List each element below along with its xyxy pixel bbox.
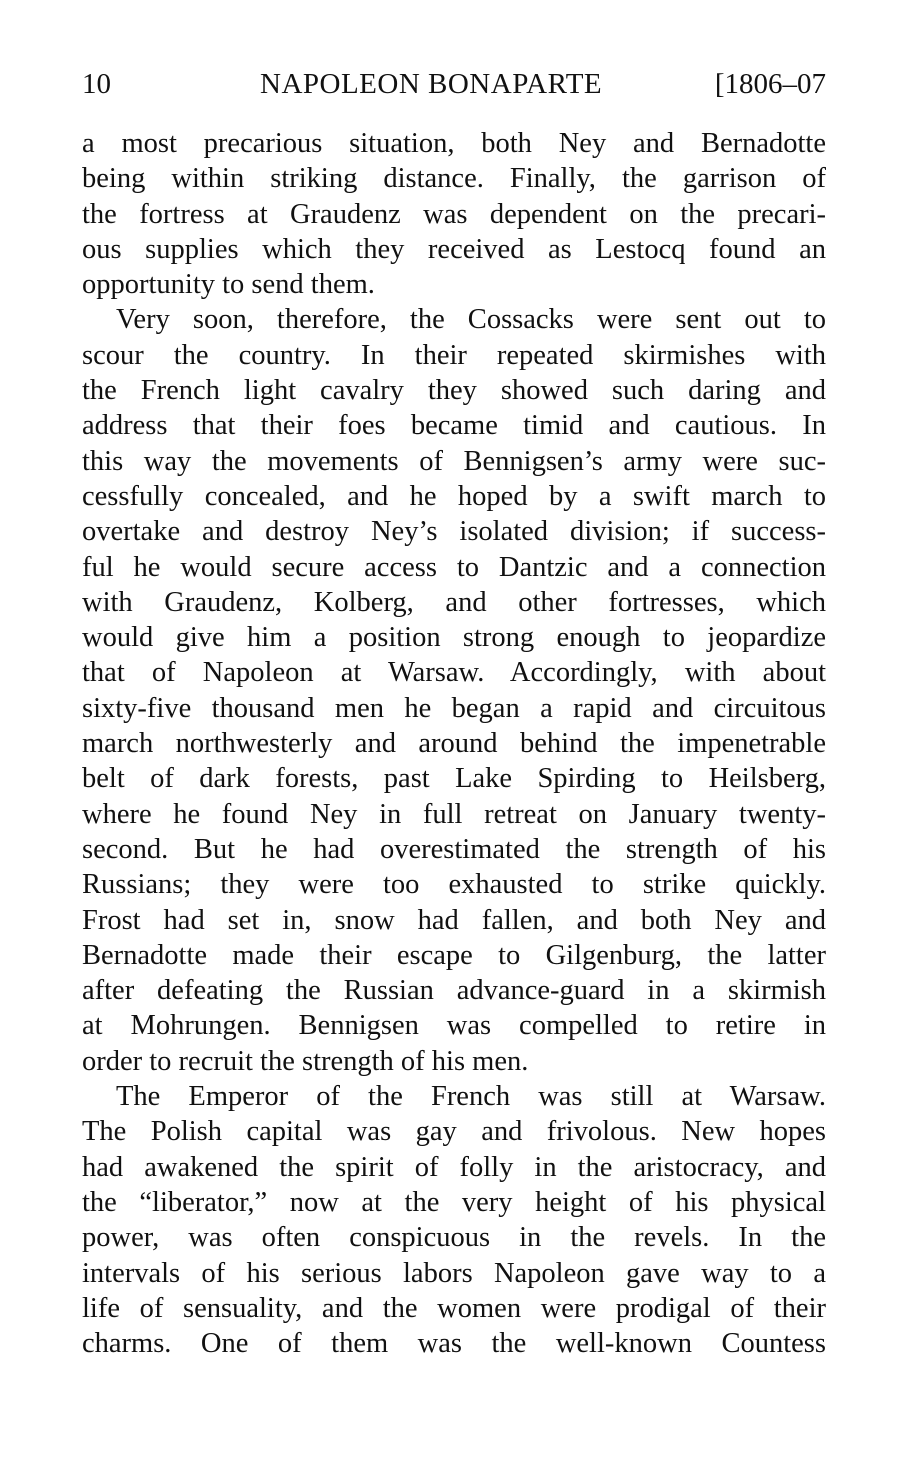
text-line: being within striking distance. Finally, the garrison of xyxy=(82,163,826,195)
text-line: the “liberator,” now at the very height of his physical xyxy=(82,1186,826,1218)
text-line: charms. One of them was the well-known Countess xyxy=(82,1328,826,1360)
text-line: sixty-five thousand men he began a rapid and circuitous xyxy=(82,692,826,724)
text-line: scour the country. In their repeated skirmishes with xyxy=(82,339,826,371)
text-line: where he found Ney in full retreat on January twenty- xyxy=(82,798,826,830)
text-line: Very soon, therefore, the Cossacks were sent out to xyxy=(116,304,826,336)
text-line: Bernadotte made their escape to Gilgenburg, the latter xyxy=(82,939,826,971)
body-text xyxy=(82,126,826,1361)
text-line: life of sensuality, and the women were prodigal of their xyxy=(82,1292,826,1324)
book-page xyxy=(82,66,826,1361)
text-line: opportunity to send them. xyxy=(82,269,375,301)
text-line: the French light cavalry they showed such daring and xyxy=(82,375,826,407)
text-line: would give him a position strong enough to jeopardize xyxy=(82,622,826,654)
text-line: belt of dark forests, past Lake Spirding to Heilsberg, xyxy=(82,763,826,795)
text-line: overtake and destroy Ney’s isolated division; if success- xyxy=(82,516,826,548)
text-line: after defeating the Russian advance-guard in a skirmish xyxy=(82,975,826,1007)
text-line: ous supplies which they received as Lestocq found an xyxy=(82,233,826,265)
running-title: NAPOLEON BONAPARTE xyxy=(260,68,603,100)
page-number: 10 xyxy=(82,68,111,100)
text-line: ful he would secure access to Dantzic and a connection xyxy=(82,551,826,583)
text-line: with Graudenz, Kolberg, and other fortresses, which xyxy=(82,586,826,618)
text-line: order to recruit the strength of his men. xyxy=(82,1045,529,1077)
text-line: at Mohrungen. Bennigsen was compelled to retire in xyxy=(82,1010,826,1042)
text-line: a most precarious situation, both Ney and Bernadotte xyxy=(82,128,826,159)
text-line: Russians; they were too exhausted to strike quickly. xyxy=(82,869,826,901)
text-line: march northwesterly and around behind the impenetrable xyxy=(82,728,826,760)
text-line: the fortress at Graudenz was dependent on the precari- xyxy=(82,198,826,230)
text-line: Frost had set in, snow had fallen, and both Ney and xyxy=(82,904,826,936)
text-line: address that their foes became timid and cautious. In xyxy=(82,410,826,442)
text-line: power, was often conspicuous in the revels. In the xyxy=(82,1222,826,1254)
running-head xyxy=(82,66,826,102)
text-line: that of Napoleon at Warsaw. Accordingly, with about xyxy=(82,657,826,689)
running-years: [1806–07 xyxy=(714,68,826,100)
text-line: second. But he had overestimated the strength of his xyxy=(82,833,826,865)
text-line: cessfully concealed, and he hoped by a swift march to xyxy=(82,480,826,512)
text-line: The Emperor of the French was still at Warsaw. xyxy=(116,1081,826,1113)
text-line: this way the movements of Bennigsen’s army were suc- xyxy=(82,445,826,477)
text-line: intervals of his serious labors Napoleon gave way to a xyxy=(82,1257,826,1289)
text-line: The Polish capital was gay and frivolous. New hopes xyxy=(82,1116,826,1148)
text-line: had awakened the spirit of folly in the aristocracy, and xyxy=(82,1151,826,1183)
